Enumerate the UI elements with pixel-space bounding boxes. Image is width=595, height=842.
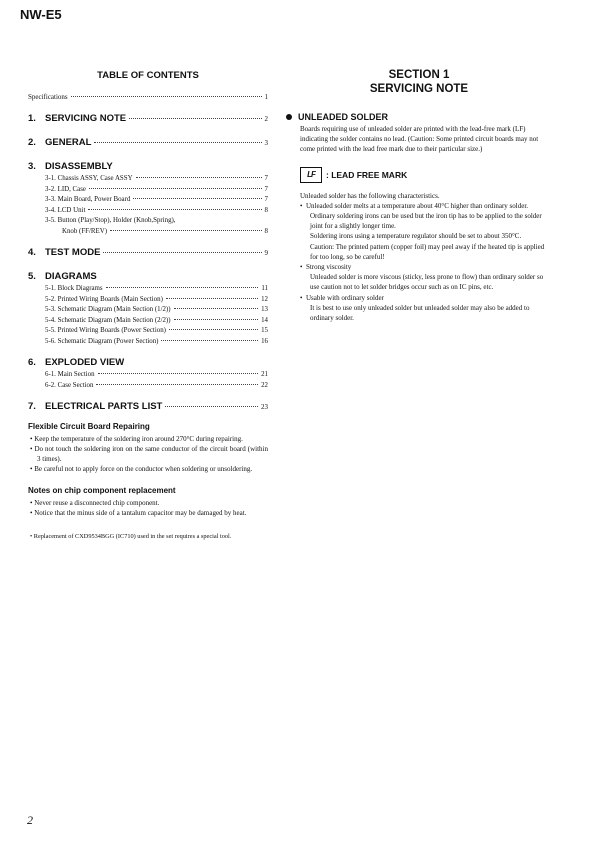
toc-entry-page: 12 xyxy=(261,295,268,303)
lead-free-mark-title: : LEAD FREE MARK xyxy=(326,169,408,180)
toc-entry[interactable] xyxy=(28,381,268,392)
toc-entry[interactable] xyxy=(28,284,268,295)
flex-repair-item: • Do not touch the soldering iron on the same conductor of the circuit board (within 3 times). xyxy=(30,445,268,463)
flex-repair-item: • Be careful not to apply force on the conductor when soldering or unsoldering. xyxy=(30,465,253,473)
toc-entry-page: 22 xyxy=(261,381,268,389)
lead-free-mark-heading xyxy=(300,167,552,183)
toc-entry[interactable] xyxy=(28,370,268,381)
characteristic-item: • Usable with ordinary solder xyxy=(300,293,384,302)
toc-entry-label: 6-2. Case Section xyxy=(45,381,94,389)
toc-entry-label: 3-4. LCD Unit xyxy=(45,206,86,214)
flex-repair-item: • Keep the temperature of the soldering iron around 270°C during repairing. xyxy=(30,435,243,443)
toc-entry-page: 7 xyxy=(264,196,268,203)
characteristic-detail: Soldering irons using a temperature regulator should be set to about 350°C. xyxy=(310,232,522,241)
chapter-page: 23 xyxy=(261,403,268,411)
toc-title: TABLE OF CONTENTS xyxy=(97,70,199,81)
chapter-page: 3 xyxy=(264,139,268,147)
characteristic-item: • Unleaded solder melts at a temperature about 40°C higher than ordinary solder. xyxy=(300,201,529,210)
toc-entry-label: 6-1. Main Section xyxy=(45,371,95,378)
lead-free-mark-icon: LF xyxy=(300,167,322,183)
chapter-number: 4. xyxy=(28,247,36,258)
section-name: SERVICING NOTE xyxy=(369,83,469,95)
toc-entry-page: 11 xyxy=(261,285,268,292)
unleaded-solder-text: Boards requiring use of unleaded solder are printed with the lead-free mark (LF) indicating the solder contains no lead. (Caution: Some printed circuit boards may not come printed with the lead free mark due to their particular size.) xyxy=(300,125,539,154)
toc-entry[interactable] xyxy=(28,305,268,316)
chapter-number: 2. xyxy=(28,137,36,148)
chapter-label: EXPLODED VIEW xyxy=(45,357,125,368)
toc-chapter-2[interactable] xyxy=(28,137,268,148)
toc-entry-label: 5-2. Printed Wiring Boards (Main Section) xyxy=(45,295,163,303)
characteristic-caution: Caution: The printed pattern (copper foil) may peel away if the heated tip is applied for too long, so be careful! xyxy=(310,242,545,261)
toc-entry[interactable] xyxy=(28,295,268,306)
model-name: NW-E5 xyxy=(20,7,62,22)
servicing-note-section xyxy=(286,68,552,323)
chapter-number: 5. xyxy=(28,271,36,282)
chapter-number: 6. xyxy=(28,357,36,368)
toc-entry-page: 15 xyxy=(261,327,268,334)
toc-chapter-7[interactable] xyxy=(28,401,268,412)
chapter-number: 3. xyxy=(28,161,36,172)
toc-entry[interactable] xyxy=(28,206,268,217)
characteristic-detail: Ordinary soldering irons can be used but the iron tip has to be applied to the solder joint for a slightly longer time. xyxy=(310,212,542,231)
toc-entry-label: Knob (FF/REV) xyxy=(62,227,107,235)
characteristics-intro: Unleaded solder has the following characteristics. xyxy=(300,191,440,200)
toc-entry-label: Specifications xyxy=(28,93,68,101)
toc-chapter-3 xyxy=(28,161,268,237)
chip-notes-title: Notes on chip component replacement xyxy=(28,486,176,495)
toc-entry-label: 5-4. Schematic Diagram (Main Section (2/2)) xyxy=(45,316,171,324)
toc-entry-page: 14 xyxy=(261,316,268,324)
toc-entry[interactable] xyxy=(28,326,268,337)
toc-entry[interactable] xyxy=(28,174,268,185)
toc-entry-page: 21 xyxy=(261,371,268,378)
chapter-label: GENERAL xyxy=(45,137,92,148)
flex-repair-title: Flexible Circuit Board Repairing xyxy=(28,422,150,431)
chapter-label: DIAGRAMS xyxy=(45,271,97,282)
toc-entry-label: 3-2. LID, Case xyxy=(45,185,86,193)
chapter-page: 9 xyxy=(264,249,268,257)
toc-entry[interactable] xyxy=(28,195,268,206)
toc-entry-label: 3-3. Main Board, Power Board xyxy=(45,196,131,203)
toc-entry-label: 5-1. Block Diagrams xyxy=(45,285,103,292)
toc-entry-label-line[interactable]: 3-5. Button (Play/Stop), Holder (Knob,Spring), xyxy=(45,217,176,224)
toc-chapter-1[interactable] xyxy=(28,113,268,124)
chapter-heading[interactable] xyxy=(28,357,268,368)
toc-entry[interactable] xyxy=(28,316,268,327)
chapter-label: TEST MODE xyxy=(45,247,101,258)
toc-entry-page: 7 xyxy=(264,185,268,193)
table-of-contents xyxy=(28,68,268,541)
toc-entry-page: 8 xyxy=(264,206,268,214)
page-number: 2 xyxy=(27,813,33,827)
toc-entry[interactable] xyxy=(28,185,268,196)
section-number: SECTION 1 xyxy=(388,69,450,81)
chapter-heading[interactable] xyxy=(28,271,268,282)
toc-entry-label: 5-6. Schematic Diagram (Power Section) xyxy=(45,337,159,345)
toc-chapter-6 xyxy=(28,357,268,391)
characteristic-detail: It is best to use only unleaded solder but unleaded solder may also be added to ordinary solder. xyxy=(310,303,530,323)
toc-entry-page: 7 xyxy=(264,175,268,182)
characteristic-item: • Strong viscosity xyxy=(300,263,352,272)
toc-entry-specifications[interactable] xyxy=(28,93,268,101)
bullet-dot-icon xyxy=(286,114,292,120)
toc-entry-page: 8 xyxy=(264,227,268,235)
chapter-number: 1. xyxy=(28,113,36,124)
chapter-label: ELECTRICAL PARTS LIST xyxy=(45,401,163,412)
chapter-page: 2 xyxy=(264,115,268,123)
toc-entry-label: 3-1. Chassis ASSY, Case ASSY xyxy=(45,175,133,182)
chip-note-item: • Notice that the minus side of a tantalum capacitor may be damaged by heat. xyxy=(30,509,247,517)
unleaded-solder-heading xyxy=(286,112,552,122)
toc-entry-page: 13 xyxy=(261,306,268,313)
toc-entry-page: 16 xyxy=(261,337,268,345)
toc-entry[interactable] xyxy=(28,227,268,238)
chapter-heading[interactable] xyxy=(28,161,268,172)
section-title xyxy=(286,68,552,96)
chapter-label: DISASSEMBLY xyxy=(45,161,113,172)
toc-chapter-4[interactable] xyxy=(28,247,268,258)
chip-note-item: • Never reuse a disconnected chip component. xyxy=(30,499,160,507)
toc-entry-page: 1 xyxy=(264,93,268,101)
toc-chapter-5 xyxy=(28,271,268,347)
unleaded-solder-title: UNLEADED SOLDER xyxy=(298,112,389,122)
chapter-label: SERVICING NOTE xyxy=(45,113,127,124)
chapter-number: 7. xyxy=(28,401,36,412)
replacement-note: • Replacement of CXD9534BGG (IC710) used in the set requires a special tool. xyxy=(30,533,232,540)
toc-entry-label: 5-5. Printed Wiring Boards (Power Section) xyxy=(45,327,166,334)
characteristic-detail: Unleaded solder is more viscous (sticky, less prone to flow) than ordinary solder so use caution not to let solder bridges occur such as on IC pins, etc. xyxy=(310,273,544,292)
toc-entry[interactable] xyxy=(28,337,268,348)
toc-entry-label: 5-3. Schematic Diagram (Main Section (1/2)) xyxy=(45,306,171,313)
